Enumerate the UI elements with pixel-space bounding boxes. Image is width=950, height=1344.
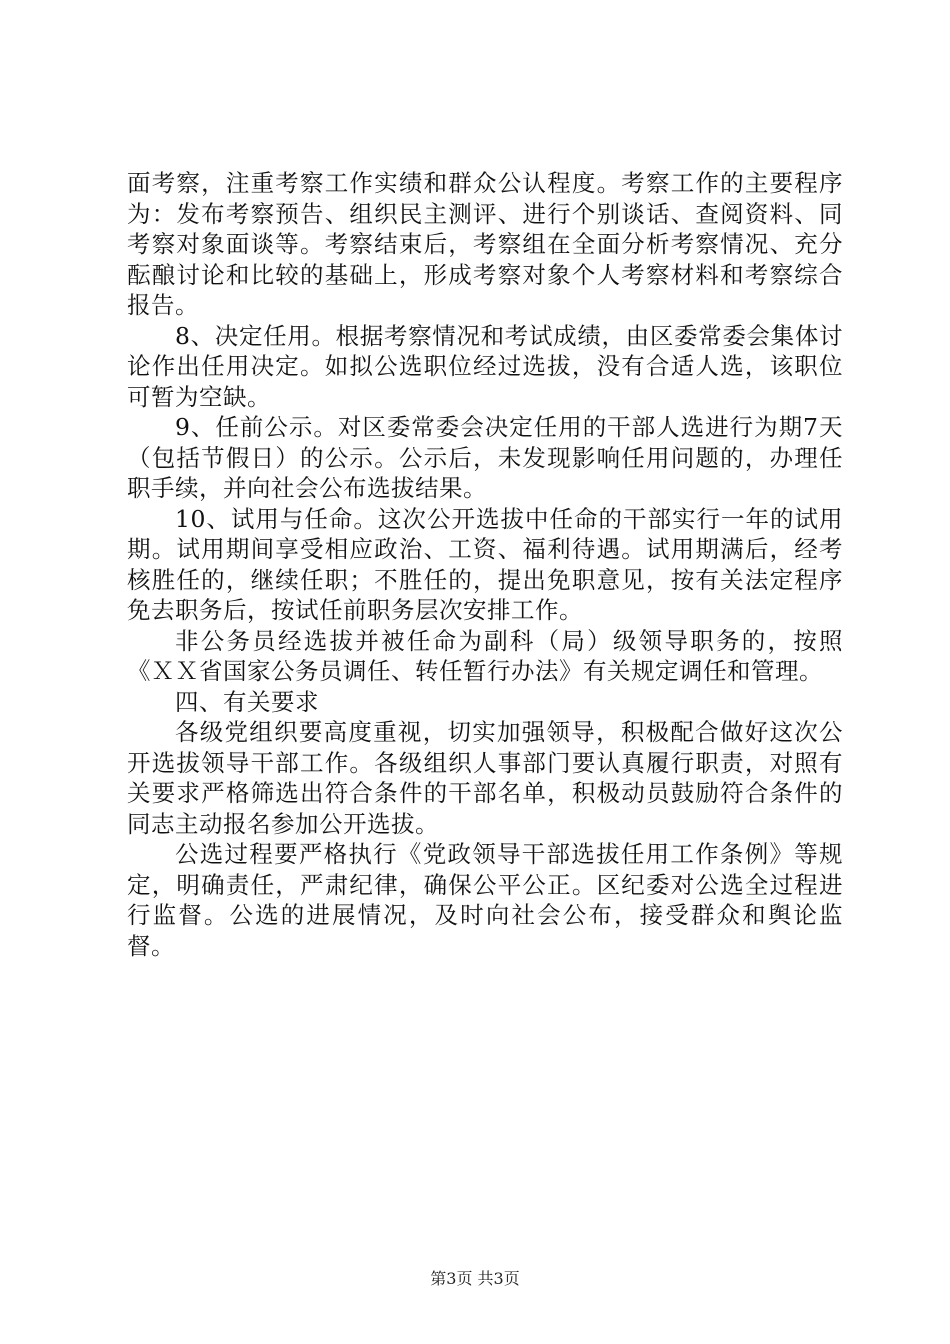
document-body [127,168,843,961]
paragraph: 公选过程要严格执行《党政领导干部选拔任用工作条例》等规定，明确责任，严肃纪律，确保公平公正。区纪委对公选全过程进行监督。公选的进展情况，及时向社会公布，接受群众和舆论监督。 [127,840,843,960]
paragraph: 9、任前公示。对区委常委会决定任用的干部人选进行为期7天（包括节假日）的公示。公示后，未发现影响任用问题的，办理任职手续，并向社会公布选拔结果。 [127,413,843,502]
paragraph: 各级党组织要高度重视，切实加强领导，积极配合做好这次公开选拔领导干部工作。各级组织人事部门要认真履行职责，对照有关要求严格筛选出符合条件的干部名单，积极动员鼓励符合条件的同志主动报名参加公开选拔。 [127,718,843,838]
paragraph: 8、决定任用。根据考察情况和考试成绩，由区委常委会集体讨论作出任用决定。如拟公选职位经过选拔，没有合适人选，该职位可暂为空缺。 [127,321,843,411]
paragraph: 面考察，注重考察工作实绩和群众公认程度。考察工作的主要程序为：发布考察预告、组织民主测评、进行个别谈话、查阅资料、同考察对象面谈等。考察结束后，考察组在全面分析考察情况、充分酝酿讨论和比较的基础上，形成考察对象个人考察材料和考察综合报告。 [127,169,843,319]
paragraph: 10、试用与任命。这次公开选拔中任命的干部实行一年的试用期。试用期间享受相应政治、工资、福利待遇。试用期满后，经考核胜任的，继续任职；不胜任的，提出免职意见，按有关法定程序免去职务后，按试任前职务层次安排工作。 [127,504,843,624]
section-heading: 四、有关要求 [175,687,319,716]
page-number-footer: 第3页 共3页 [430,1269,520,1288]
paragraph: 非公务员经选拔并被任命为副科（局）级领导职务的，按照《ＸＸ省国家公务员调任、转任暂行办法》有关规定调任和管理。 [127,626,843,685]
